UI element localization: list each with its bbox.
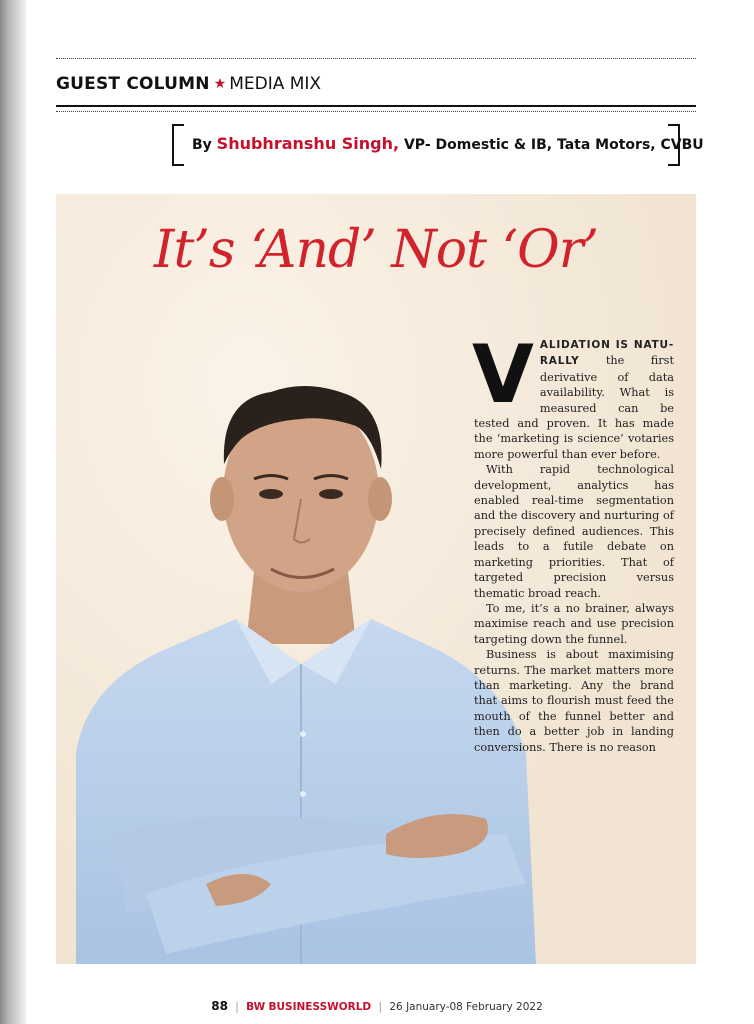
paragraph-1 xyxy=(472,328,674,462)
article-body xyxy=(472,328,674,755)
lead-in: ALIDATION IS NATU-RALLY xyxy=(539,339,674,368)
header-dotted-rule xyxy=(56,111,696,112)
paragraph-2: With rapid technological development, analytics has enabled real-time segmentation and the discovery and nurturing of precisely defined audiences. This leads to a futile debate on marketing priorities. That of targeted precision versus thematic broad reach. xyxy=(474,463,674,600)
paragraph-3: To me, it’s a no brainer, always maximise reach and use precision targeting down the funnel. xyxy=(474,601,674,646)
issue-date: 26 January-08 February 2022 xyxy=(389,1001,543,1013)
paragraph-1-text: the first derivative of data availability. What is measured can be tested and proven. It has made the ‘marketing is science’ votaries more powerful than ever before. xyxy=(474,354,674,461)
author-role: VP- Domestic & IB, Tata Motors, CVBU xyxy=(403,137,704,153)
page-spine-shadow xyxy=(0,0,26,1024)
page-number: 88 xyxy=(211,999,228,1013)
page-footer xyxy=(0,999,754,1013)
byline-bracket-left xyxy=(172,124,184,166)
footer-divider: | xyxy=(378,1001,383,1013)
brand-short: BW xyxy=(246,1001,266,1013)
article-title: It’s ‘And’ Not ‘Or’ xyxy=(153,220,599,280)
subsection-label: MEDIA MIX xyxy=(229,74,322,94)
byline-prefix: By xyxy=(192,137,212,153)
drop-cap: V xyxy=(472,328,534,421)
footer-divider: | xyxy=(235,1001,239,1013)
byline-bracket-right xyxy=(668,124,680,166)
section-label: GUEST COLUMN xyxy=(56,74,210,94)
byline xyxy=(192,134,704,153)
section-header xyxy=(56,72,321,96)
top-dotted-rule xyxy=(56,58,696,59)
star-icon: ★ xyxy=(213,76,227,92)
brand-name: BUSINESSWORLD xyxy=(268,1001,372,1013)
author-name: Shubhranshu Singh, xyxy=(216,134,400,153)
header-solid-rule xyxy=(56,105,696,107)
paragraph-4: Business is about maximising returns. The market matters more than marketing. Any the brand that aims to flourish must feed the mouth of the funnel better and then do a better job in landing conversions. There is no reason xyxy=(474,648,674,754)
